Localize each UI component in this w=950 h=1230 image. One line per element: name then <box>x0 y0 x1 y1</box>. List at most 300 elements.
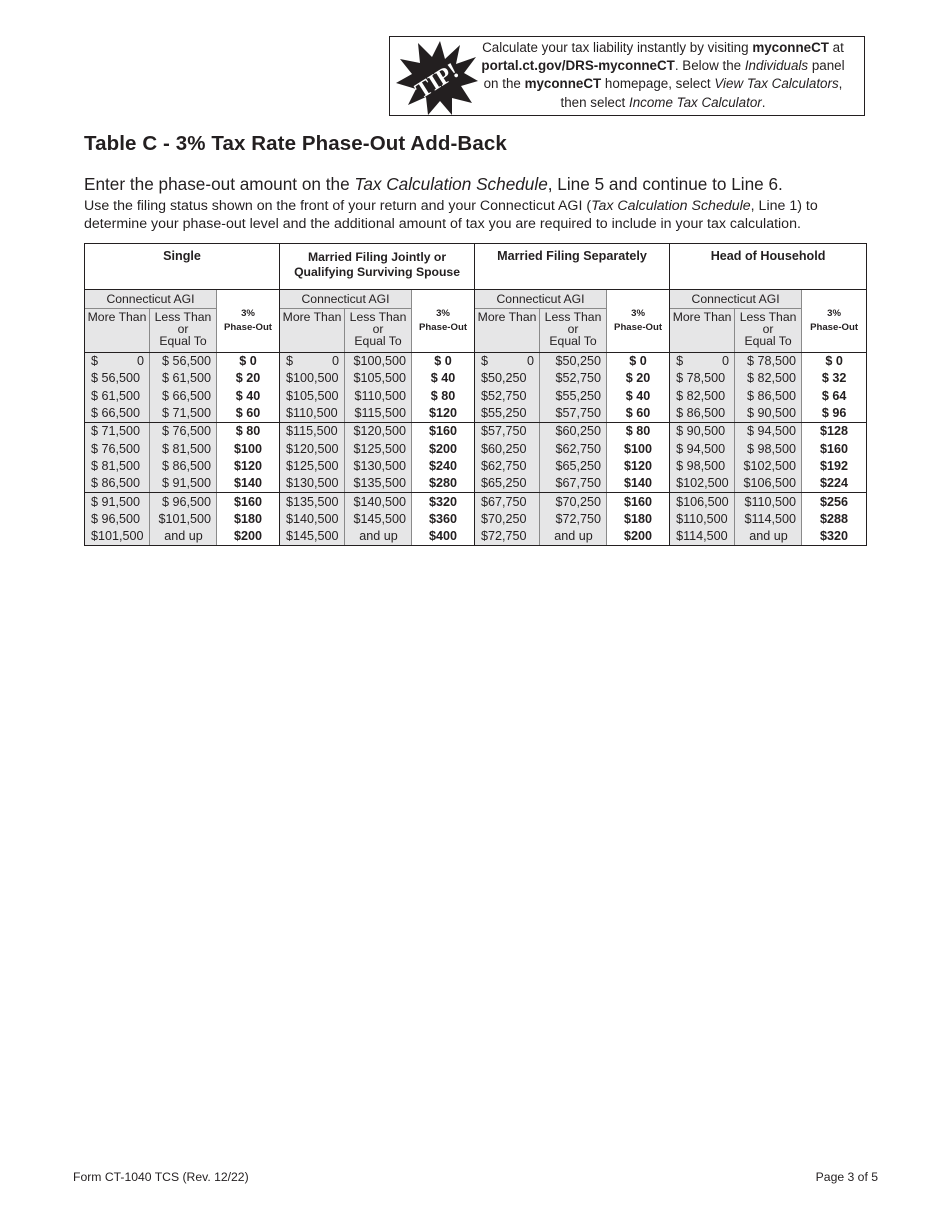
phase-out-amount: $200 <box>217 528 280 546</box>
agi-less-than-text: $105,500 <box>353 371 407 386</box>
agi-more-than-text: $ 61,500 <box>91 388 141 403</box>
agi-less-than-value <box>150 388 216 405</box>
phase-out-amount: $240 <box>412 458 475 475</box>
agi-less-than-text: $ 81,500 <box>161 441 211 456</box>
agi-more-than-text: $ 91,500 <box>91 494 141 509</box>
agi-more-than <box>670 353 735 371</box>
agi-more-than-value <box>85 405 149 422</box>
phase-out-table-container <box>84 243 866 546</box>
agi-less-than-value <box>735 458 801 475</box>
agi-more-than <box>280 511 345 528</box>
agi-more-than-value <box>85 388 149 405</box>
agi-less-than-text: $130,500 <box>353 458 407 473</box>
agi-more-than-value <box>280 494 344 511</box>
phase-out-amount: $128 <box>802 423 867 441</box>
instruction-main-italic: Tax Calculation Schedule <box>354 174 548 194</box>
agi-more-than-value <box>475 353 539 370</box>
tip-line3-pre: on the <box>483 76 525 92</box>
agi-less-than-text: and up <box>164 529 203 544</box>
agi-more-than-value <box>85 423 149 440</box>
agi-less-than-text: $ 71,500 <box>161 406 211 421</box>
agi-less-than-value <box>540 528 606 545</box>
agi-less-than <box>150 475 217 493</box>
agi-more-than-text: $101,500 <box>91 529 144 544</box>
agi-less-than <box>345 405 412 423</box>
agi-more-than-value <box>670 511 734 528</box>
agi-more-than-value <box>670 494 734 511</box>
agi-more-than-text: $106,500 <box>676 494 729 509</box>
agi-less-than <box>540 423 607 441</box>
agi-more-than-value <box>85 353 149 370</box>
agi-less-than <box>540 440 607 457</box>
tip-box <box>389 36 865 116</box>
col-more-than-0: More Than <box>85 309 150 353</box>
page-title: Table C - 3% Tax Rate Phase-Out Add-Back <box>84 132 507 155</box>
phase-out-amount: $ 0 <box>412 353 475 371</box>
phase-out-amount: $320 <box>412 493 475 511</box>
agi-less-than-text: $ 78,500 <box>747 354 797 369</box>
agi-more-than <box>670 423 735 441</box>
agi-less-than-text: $ 66,500 <box>161 388 211 403</box>
agi-less-than-text: $50,250 <box>555 354 602 369</box>
agi-less-than-value <box>150 370 216 387</box>
agi-more-than-text: $ <box>676 354 684 369</box>
tip-portal-link[interactable]: portal.ct.gov/DRS-myconneCT <box>481 58 675 74</box>
agi-more-than <box>85 370 150 387</box>
agi-more-than-value <box>85 458 149 475</box>
agi-more-than <box>475 440 540 457</box>
agi-more-than-value <box>475 423 539 440</box>
agi-less-than-text: $62,750 <box>555 441 602 456</box>
tip-badge-label: TIP! <box>410 57 463 104</box>
agi-more-than-value <box>670 475 734 492</box>
agi-more-than-text: $110,500 <box>286 406 338 421</box>
agi-less-than-value <box>150 405 216 422</box>
agi-more-than-text: $ <box>481 354 489 369</box>
agi-less-than-text: and up <box>749 529 788 544</box>
agi-more-than <box>85 511 150 528</box>
agi-less-than-value <box>150 353 216 370</box>
agi-less-than-text: $ 90,500 <box>747 406 797 421</box>
less-than-line1: Less Than <box>154 310 212 324</box>
agi-more-than-text: $115,500 <box>286 424 338 439</box>
agi-less-than-value <box>735 370 801 387</box>
agi-more-than-text: $ 86,500 <box>676 406 726 421</box>
agi-less-than-value <box>735 511 801 528</box>
agi-more-than <box>280 405 345 423</box>
agi-more-than <box>85 423 150 441</box>
agi-less-than <box>345 475 412 493</box>
phase-out-amount: $120 <box>217 458 280 475</box>
agi-more-than <box>280 475 345 493</box>
agi-more-than <box>475 493 540 511</box>
agi-more-than <box>85 405 150 423</box>
agi-less-than <box>150 493 217 511</box>
agi-less-than-text: and up <box>359 529 398 544</box>
footer-form-id: Form CT-1040 TCS (Rev. 12/22) <box>73 1170 249 1184</box>
phase-out-amount: $288 <box>802 511 867 528</box>
agi-less-than <box>150 440 217 457</box>
agi-less-than <box>735 440 802 457</box>
agi-less-than-text: $65,250 <box>555 458 602 473</box>
phase-out-amount: $ 0 <box>217 353 280 371</box>
agi-more-than-amount: 0 <box>332 354 340 369</box>
less-than-line2: or <box>762 321 774 336</box>
agi-less-than <box>735 528 802 546</box>
phase-out-amount: $ 40 <box>217 388 280 405</box>
tip-line1-pre: Calculate your tax liability instantly by visiting <box>482 40 753 55</box>
instruction-sub-pre: Use the filing status shown on the front of your return and your Connecticut AGI ( <box>84 198 592 214</box>
agi-more-than <box>670 388 735 405</box>
less-than-line1: Less Than <box>544 310 602 324</box>
agi-less-than-value <box>345 494 411 511</box>
tip-line3-italic: View Tax Calculators <box>714 76 839 92</box>
agi-more-than-value <box>280 423 344 440</box>
instruction-sub-italic: Tax Calculation Schedule <box>591 198 751 214</box>
agi-more-than <box>475 370 540 387</box>
status-header-2 <box>475 244 670 290</box>
agi-less-than-value <box>150 475 216 492</box>
agi-less-than <box>735 388 802 405</box>
less-than-line2: or <box>372 321 384 336</box>
phase-out-amount: $ 40 <box>607 388 670 405</box>
agi-more-than-text: $ 66,500 <box>91 406 141 421</box>
agi-less-than-text: $52,750 <box>555 371 602 386</box>
agi-more-than-text: $ 78,500 <box>676 371 726 386</box>
agi-more-than-text: $ 98,500 <box>676 458 726 473</box>
agi-more-than-amount: 0 <box>136 354 144 369</box>
agi-more-than-text: $70,250 <box>481 511 527 526</box>
phase-out-pct: 3% <box>241 307 255 319</box>
agi-more-than-value <box>85 528 149 545</box>
phase-out-label: Phase-Out <box>419 322 468 333</box>
table-row <box>85 511 867 528</box>
agi-less-than <box>735 353 802 371</box>
agi-more-than <box>85 458 150 475</box>
phase-out-amount: $100 <box>217 440 280 457</box>
col-less-than-1 <box>345 309 412 353</box>
agi-less-than-text: $ 91,500 <box>161 476 211 491</box>
col-less-than-0 <box>150 309 217 353</box>
agi-more-than <box>475 388 540 405</box>
agi-less-than-text: $106,500 <box>743 476 797 491</box>
agi-more-than <box>670 440 735 457</box>
agi-less-than-text: $110,500 <box>354 388 407 403</box>
agi-less-than-value <box>735 388 801 405</box>
phase-out-amount: $ 80 <box>607 423 670 441</box>
table-row <box>85 405 867 423</box>
agi-less-than-value <box>345 388 411 405</box>
phase-out-amount: $160 <box>607 493 670 511</box>
less-than-line3: Equal To <box>744 333 792 348</box>
agi-header-0: Connecticut AGI <box>85 290 217 309</box>
agi-more-than <box>280 388 345 405</box>
col-more-than-3: More Than <box>670 309 735 353</box>
status-name-line1: Married Filing Separately <box>497 249 647 263</box>
agi-more-than-text: $ 71,500 <box>91 424 141 439</box>
tip-text <box>468 39 858 112</box>
agi-more-than <box>475 458 540 475</box>
table-row <box>85 458 867 475</box>
instruction-sub <box>84 197 874 234</box>
agi-more-than-text: $125,500 <box>286 458 339 473</box>
phase-out-header-0 <box>217 290 280 353</box>
tip-line1-bold: myconneCT <box>752 40 829 55</box>
tip-line3-mid: homepage, select <box>601 76 715 92</box>
agi-more-than-value <box>85 511 149 528</box>
agi-more-than <box>670 493 735 511</box>
agi-less-than-value <box>540 458 606 475</box>
agi-less-than <box>150 353 217 371</box>
agi-more-than-text: $55,250 <box>481 406 527 421</box>
instruction-main-pre: Enter the phase-out amount on the <box>84 174 355 194</box>
agi-more-than-value <box>475 475 539 492</box>
phase-out-amount: $160 <box>802 440 867 457</box>
agi-more-than <box>475 423 540 441</box>
agi-more-than-value <box>280 458 344 475</box>
phase-out-amount: $140 <box>607 475 670 493</box>
phase-out-amount: $ 80 <box>412 388 475 405</box>
phase-out-amount: $200 <box>412 440 475 457</box>
agi-less-than <box>735 475 802 493</box>
agi-header-1: Connecticut AGI <box>280 290 412 309</box>
agi-more-than-text: $ 96,500 <box>91 511 141 526</box>
agi-more-than-text: $145,500 <box>286 529 339 544</box>
phase-out-header-2 <box>607 290 670 353</box>
agi-more-than-value <box>670 370 734 387</box>
tip-line4-post: . <box>761 94 766 110</box>
agi-more-than-text: $ 82,500 <box>676 388 726 403</box>
phase-out-amount: $160 <box>217 493 280 511</box>
phase-out-amount: $ 32 <box>802 370 867 387</box>
agi-more-than-value <box>475 528 539 545</box>
agi-less-than <box>540 370 607 387</box>
agi-more-than <box>475 511 540 528</box>
agi-less-than-text: $114,500 <box>744 511 797 526</box>
status-name-line1: Married Filing Jointly or <box>307 250 447 264</box>
agi-less-than-text: $ 82,500 <box>747 371 797 386</box>
agi-less-than-value <box>735 475 801 492</box>
agi-less-than-value <box>345 511 411 528</box>
less-than-line1: Less Than <box>349 310 407 324</box>
phase-out-amount: $180 <box>217 511 280 528</box>
agi-more-than-value <box>670 388 734 405</box>
agi-more-than-text: $130,500 <box>286 476 339 491</box>
tip-line2-mid: . Below the <box>674 58 745 74</box>
agi-less-than-value <box>345 528 411 545</box>
phase-out-amount: $ 20 <box>217 370 280 387</box>
agi-less-than-value <box>735 353 801 370</box>
agi-more-than <box>85 388 150 405</box>
phase-out-amount: $160 <box>412 423 475 441</box>
agi-more-than-text: $140,500 <box>286 511 339 526</box>
agi-less-than-value <box>540 423 606 440</box>
agi-less-than <box>735 370 802 387</box>
agi-less-than <box>540 475 607 493</box>
agi-more-than-value <box>475 388 539 405</box>
agi-less-than-value <box>345 441 411 458</box>
phase-out-amount: $ 80 <box>217 423 280 441</box>
agi-less-than-text: $70,250 <box>555 494 602 509</box>
agi-more-than-text: $ 94,500 <box>676 441 726 456</box>
instruction-main <box>84 173 783 195</box>
phase-out-amount: $ 0 <box>607 353 670 371</box>
agi-more-than-text: $50,250 <box>481 371 527 386</box>
agi-less-than <box>345 370 412 387</box>
agi-less-than <box>150 528 217 546</box>
agi-less-than <box>735 423 802 441</box>
agi-more-than-value <box>475 458 539 475</box>
agi-less-than-value <box>345 353 411 370</box>
agi-less-than-text: $100,500 <box>353 354 407 369</box>
agi-more-than <box>85 475 150 493</box>
col-more-than-1: More Than <box>280 309 345 353</box>
phase-out-header-1 <box>412 290 475 353</box>
phase-out-amount: $ 60 <box>217 405 280 423</box>
phase-out-header-3 <box>802 290 867 353</box>
agi-less-than-text: $57,750 <box>555 406 602 421</box>
status-name-line1: Head of Household <box>710 249 826 263</box>
agi-more-than-value <box>670 441 734 458</box>
phase-out-pct: 3% <box>436 307 450 319</box>
agi-more-than <box>280 528 345 546</box>
agi-more-than-amount: 0 <box>527 354 535 369</box>
agi-more-than-value <box>85 494 149 511</box>
agi-more-than <box>280 493 345 511</box>
phase-out-amount: $400 <box>412 528 475 546</box>
status-header-0 <box>85 244 280 290</box>
agi-more-than-value <box>670 423 734 440</box>
agi-more-than <box>85 440 150 457</box>
table-row <box>85 528 867 546</box>
status-header-3 <box>670 244 867 290</box>
agi-less-than <box>540 493 607 511</box>
status-header-1 <box>280 244 475 290</box>
agi-more-than <box>475 405 540 423</box>
agi-less-than-text: $135,500 <box>353 476 407 491</box>
agi-less-than-text: $ 86,500 <box>161 458 211 473</box>
agi-more-than-text: $135,500 <box>286 494 339 509</box>
agi-less-than-text: $115,500 <box>354 406 407 421</box>
agi-less-than <box>540 405 607 423</box>
agi-less-than-value <box>345 405 411 422</box>
table-row <box>85 388 867 405</box>
agi-less-than-text: $110,500 <box>744 494 797 509</box>
col-more-than-2: More Than <box>475 309 540 353</box>
phase-out-amount: $ 20 <box>607 370 670 387</box>
phase-out-amount: $320 <box>802 528 867 546</box>
phase-out-amount: $ 96 <box>802 405 867 423</box>
tip-line3-bold: myconneCT <box>524 76 602 92</box>
phase-out-label: Phase-Out <box>810 322 859 333</box>
agi-more-than <box>85 353 150 371</box>
agi-more-than-value <box>475 370 539 387</box>
agi-less-than-text: $ 96,500 <box>161 494 211 509</box>
agi-more-than <box>670 370 735 387</box>
agi-less-than-value <box>345 458 411 475</box>
less-than-line2: or <box>567 321 579 336</box>
phase-out-amount: $224 <box>802 475 867 493</box>
agi-less-than-value <box>345 423 411 440</box>
phase-out-amount: $100 <box>607 440 670 457</box>
agi-less-than-text: $ 94,500 <box>747 424 797 439</box>
agi-less-than <box>150 423 217 441</box>
agi-more-than-text: $72,750 <box>481 529 527 544</box>
agi-less-than-value <box>540 441 606 458</box>
phase-out-amount: $256 <box>802 493 867 511</box>
agi-less-than-text: and up <box>554 529 593 544</box>
agi-more-than <box>280 440 345 457</box>
footer-page-number: Page 3 of 5 <box>815 1170 878 1184</box>
agi-more-than-text: $60,250 <box>481 441 527 456</box>
agi-more-than <box>280 353 345 371</box>
agi-more-than <box>280 458 345 475</box>
agi-more-than <box>475 528 540 546</box>
phase-out-amount: $ 0 <box>802 353 867 371</box>
agi-less-than-value <box>540 370 606 387</box>
agi-less-than-text: $60,250 <box>555 424 602 439</box>
phase-out-pct: 3% <box>827 307 841 319</box>
status-header-row <box>85 244 867 290</box>
agi-more-than <box>670 511 735 528</box>
tip-line4-italic: Income Tax Calculator <box>629 94 762 110</box>
agi-more-than-value <box>280 475 344 492</box>
phase-out-amount: $120 <box>607 458 670 475</box>
instruction-sub-post: , Line 1) to determine your phase-out level and the additional amount of tax you are required to include in your tax calculation. <box>84 198 818 233</box>
column-header-row <box>85 309 867 353</box>
agi-more-than-text: $ 86,500 <box>91 476 141 491</box>
agi-less-than <box>540 528 607 546</box>
agi-less-than-text: $55,250 <box>555 388 602 403</box>
status-name-line2: Qualifying Surviving Spouse <box>294 265 460 279</box>
agi-less-than <box>150 458 217 475</box>
agi-less-than-text: $145,500 <box>353 511 407 526</box>
agi-more-than-text: $67,750 <box>481 494 527 509</box>
tip-line2-post: panel <box>808 58 845 74</box>
phase-out-amount: $280 <box>412 475 475 493</box>
agi-more-than-value <box>475 511 539 528</box>
agi-more-than-value <box>280 370 344 387</box>
tip-line1-post: at <box>828 40 844 55</box>
agi-less-than <box>540 511 607 528</box>
less-than-line2: or <box>177 321 189 336</box>
agi-more-than <box>475 475 540 493</box>
agi-more-than-text: $105,500 <box>286 388 339 403</box>
phase-out-amount: $200 <box>607 528 670 546</box>
agi-less-than <box>735 458 802 475</box>
agi-more-than-text: $ 76,500 <box>91 441 141 456</box>
instruction-main-post: , Line 5 and continue to Line 6. <box>547 174 783 194</box>
less-than-line1: Less Than <box>739 310 797 324</box>
agi-less-than-value <box>150 458 216 475</box>
agi-more-than-text: $110,500 <box>676 511 728 526</box>
agi-more-than-text: $ <box>91 354 99 369</box>
table-row <box>85 370 867 387</box>
less-than-line3: Equal To <box>354 333 402 348</box>
table-row <box>85 423 867 441</box>
agi-less-than-value <box>345 475 411 492</box>
agi-more-than-value <box>670 353 734 370</box>
agi-more-than-value <box>670 405 734 422</box>
tip-line3-post: , <box>838 76 843 92</box>
agi-less-than <box>735 493 802 511</box>
agi-less-than <box>540 353 607 371</box>
less-than-line3: Equal To <box>549 333 597 348</box>
agi-more-than-value <box>280 353 344 370</box>
agi-less-than <box>345 528 412 546</box>
agi-more-than-text: $114,500 <box>676 529 728 544</box>
phase-out-amount: $140 <box>217 475 280 493</box>
